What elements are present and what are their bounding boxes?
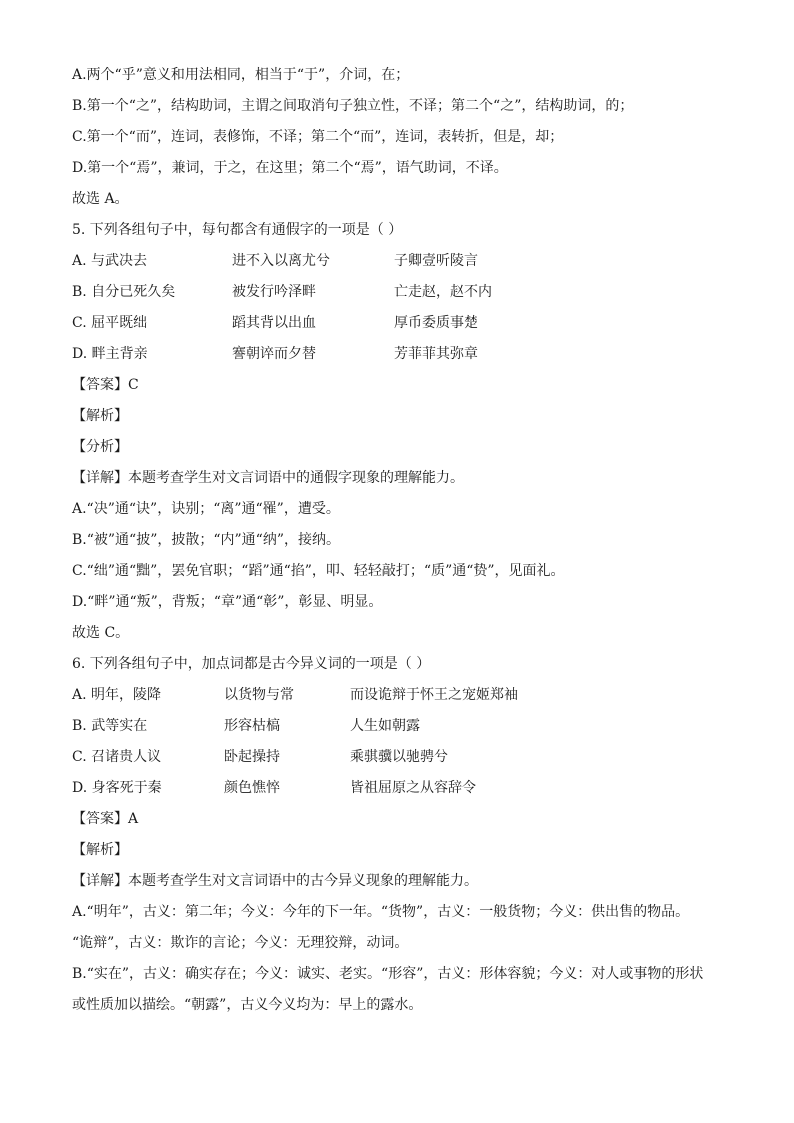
q6-option-a: [72, 680, 732, 711]
q5-option-a-3: 子卿壹听陵言: [394, 253, 478, 269]
q6-explanation-a2: “诡辩”，古义：欺诈的言论；今义：无理狡辩，动词。: [72, 935, 409, 951]
q6-jiexi-label: 【解析】: [72, 842, 128, 858]
q5-option-d-2: 謇朝谇而夕替: [232, 346, 316, 362]
prev-choose: 故选 A。: [72, 191, 129, 207]
q5-fenxi-label: 【分析】: [72, 439, 128, 455]
q5-explanation-b: B.“被”通“披”，披散；“内”通“纳”，接纳。: [72, 532, 340, 548]
q6-explanation-b2: 或性质加以描绘。“朝露”，古义今义均为：早上的露水。: [72, 997, 423, 1013]
q6-option-d-2: 颜色憔悴: [224, 780, 280, 796]
prev-explanation-a: A.两个“乎”意义和用法相同，相当于“于”，介词，在；: [72, 67, 410, 83]
q5-detail: 【详解】本题考查学生对文言词语中的通假字现象的理解能力。: [72, 470, 464, 486]
q6-option-d-1: D. 身客死于秦: [72, 780, 162, 796]
q5-option-d-3: 芳菲菲其弥章: [394, 346, 478, 362]
q6-option-c: [72, 742, 732, 773]
q5-explanation-a: A.“决”通“诀”，诀别；“离”通“罹”，遭受。: [72, 501, 340, 517]
q5-choose: 故选 C。: [72, 625, 130, 641]
q5-answer: 【答案】C: [72, 377, 139, 393]
q6-option-b-1: B. 武等实在: [72, 718, 148, 734]
q5-option-b: [72, 277, 732, 308]
prev-explanation-c: C.第一个“而”，连词，表修饰，不译；第二个“而”，连词，表转折，但是，却；: [72, 129, 564, 145]
q6-explanation-a1: A.“明年”，古义：第二年；今义：今年的下一年。“货物”，古义：一般货物；今义：供出售的物品。: [72, 904, 690, 920]
q6-answer: 【答案】A: [72, 811, 139, 827]
document-page: [72, 60, 732, 1021]
q5-option-b-2: 被发行吟泽畔: [232, 284, 316, 300]
q5-option-d: [72, 339, 732, 370]
prev-explanation-b: B.第一个“之”，结构助词，主谓之间取消句子独立性，不译；第二个“之”，结构助词，的；: [72, 98, 634, 114]
q5-option-a: [72, 246, 732, 277]
q5-jiexi-label: 【解析】: [72, 408, 128, 424]
q5-option-a-1: A. 与武决去: [72, 253, 148, 269]
q5-stem: 5. 下列各组句子中，每句都含有通假字的一项是（ ）: [72, 222, 403, 238]
q5-option-c-3: 厚币委质事楚: [394, 315, 478, 331]
q6-explanation-b1: B.“实在”，古义：确实存在；今义：诚实、老实。“形容”，古义：形体容貌；今义：对人或事物的形状: [72, 966, 704, 982]
q6-option-b-2: 形容枯槁: [224, 718, 280, 734]
q6-detail: 【详解】本题考查学生对文言词语中的古今异义现象的理解能力。: [72, 873, 478, 889]
q6-option-b: [72, 711, 732, 742]
q6-option-b-3: 人生如朝露: [350, 718, 420, 734]
q6-option-d: [72, 773, 732, 804]
q6-option-d-3: 皆祖屈原之从容辞令: [350, 780, 476, 796]
q6-stem: 6. 下列各组句子中，加点词都是古今异义词的一项是（ ）: [72, 656, 431, 672]
q5-option-b-3: 亡走赵，赵不内: [394, 284, 492, 300]
q6-option-c-2: 卧起操持: [224, 749, 280, 765]
q5-option-d-1: D. 畔主背亲: [72, 346, 148, 362]
q6-option-c-3: 乘骐骥以驰骋兮: [350, 749, 448, 765]
q6-option-a-3: 而设诡辩于怀王之宠姬郑袖: [350, 687, 518, 703]
q5-option-c: [72, 308, 732, 339]
q5-option-b-1: B. 自分已死久矣: [72, 284, 176, 300]
q5-explanation-c: C.“绌”通“黜”，罢免官职；“蹈”通“掐”，叩、轻轻敲打；“质”通“贽”，见面礼。: [72, 563, 565, 579]
q6-option-a-1: A. 明年，陵降: [72, 687, 162, 703]
q5-option-c-2: 蹈其背以出血: [232, 315, 316, 331]
q6-option-a-2: 以货物与常: [224, 687, 294, 703]
q6-option-c-1: C. 召诸贵人议: [72, 749, 162, 765]
q5-option-a-2: 进不入以离尤兮: [232, 253, 330, 269]
q5-explanation-d: D.“畔”通“叛”，背叛；“章”通“彰”，彰显、明显。: [72, 594, 383, 610]
q5-option-c-1: C. 屈平既绌: [72, 315, 148, 331]
prev-explanation-d: D.第一个“焉”，兼词，于之，在这里；第二个“焉”，语气助词，不译。: [72, 160, 508, 176]
